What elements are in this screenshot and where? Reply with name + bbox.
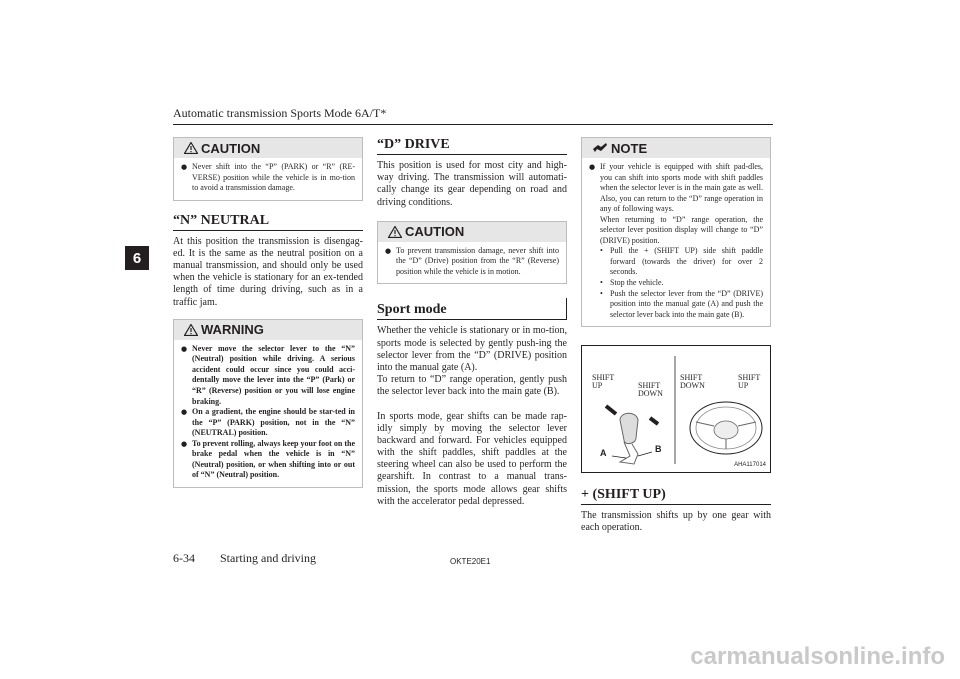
chapter-tab: 6 <box>125 246 149 270</box>
drive-text: This position is used for most city and high-way driving. The transmission will automati-cally change its gear depending on road and driving conditions. <box>377 160 567 208</box>
note-hand-icon <box>592 142 608 154</box>
bullet-icon: ● <box>181 439 188 448</box>
shift-figure <box>581 345 771 473</box>
caution-box <box>377 221 567 285</box>
caution-header <box>174 138 362 158</box>
bullet-icon: ● <box>589 163 596 171</box>
note-header <box>582 138 770 158</box>
dot-icon: • <box>600 278 603 288</box>
sport-text-2: To return to “D” range operation, gently push the selector lever back into the main gate (B). <box>377 374 567 398</box>
bullet-icon: ● <box>181 163 188 171</box>
label-a: A <box>600 448 607 459</box>
caution-label: CAUTION <box>405 224 465 240</box>
bullet-icon: ● <box>181 408 188 417</box>
note-sub-text: Stop the vehicle. <box>610 278 664 288</box>
note-box <box>581 137 771 327</box>
note-text-1: If your vehicle is equipped with shift pad-dles, you can shift into sports mode with shift paddles when the selector lever is in the main gate as well. Also, you can return to the “D” range operation in any of following ways. <box>600 162 763 214</box>
footer-page-number: 6-34 <box>173 551 195 565</box>
warning-triangle-icon <box>388 226 402 238</box>
caution-box <box>173 137 363 201</box>
dot-icon: • <box>600 288 603 298</box>
caution-item <box>385 246 559 278</box>
footer-section-name: Starting and driving <box>220 551 316 565</box>
bullet-icon: ● <box>385 246 392 255</box>
steering-wheel-icon <box>686 396 766 456</box>
note-sub-text: Push the selector lever from the “D” (DRIVE) position into the manual gate (A) and push the selector lever back into the main gate (B). <box>610 288 763 319</box>
label-right-shift-down: SHIFT DOWN <box>680 373 705 391</box>
header-rule <box>173 124 773 125</box>
warning-triangle-icon <box>184 142 198 154</box>
warning-item-text: On a gradient, the engine should be star-ted in the “P” (PARK) position, not in the “N” (NEUTRAL) position. <box>192 407 355 438</box>
dot-icon: • <box>600 246 603 256</box>
caution-label: CAUTION <box>201 140 261 156</box>
note-text-2: When returning to “D” range operation, the selector lever position display will change to “D” (DRIVE) position. <box>600 214 763 245</box>
label-b: B <box>655 444 662 455</box>
watermark: carmanualsonline.info <box>690 643 945 670</box>
sport-text-3: In sports mode, gear shifts can be made rap-idly simply by moving the selector lever backward and forward. For vehicles equipped with the shift paddles, shift paddles at the steering wheel can also be used to perform the gearshift. In contrast to a manual trans-mission, the sports mode allows gear shifts with the accelerator pedal depressed. <box>377 410 567 507</box>
caution-item-text: To prevent transmission damage, never shift into the “D” (Drive) position from the “R” (Reverse) position while the vehicle is in motion. <box>396 245 559 276</box>
note-item-content <box>600 162 763 320</box>
note-sub-text: Pull the + (SHIFT UP) side shift paddle forward (towards the driver) for over 2 seconds. <box>610 246 763 277</box>
sport-text-1: Whether the vehicle is stationary or in mo-tion, sports mode is selected by gently push-ing the selector lever from the “D” (DRIVE) position into the manual gate (A). <box>377 325 567 373</box>
note-sub-list <box>600 246 763 320</box>
drive-title: “D” DRIVE <box>377 137 567 155</box>
warning-item <box>181 407 355 439</box>
bullet-icon: ● <box>181 344 188 353</box>
note-label: NOTE <box>611 140 648 156</box>
warning-item <box>181 439 355 481</box>
warning-label: WARNING <box>201 322 264 338</box>
caution-item <box>181 162 355 194</box>
note-item <box>589 162 763 320</box>
column-1 <box>173 137 363 500</box>
note-sub-item <box>600 278 763 289</box>
warning-item-text: To prevent rolling, always keep your foot on the brake pedal when the vehicle is in “N” (Neutral) position, or when shifting into or out of “N” (Neutral) position. <box>192 438 355 480</box>
label-left-shift-down: SHIFT DOWN <box>638 381 663 399</box>
note-sub-item <box>600 246 763 278</box>
column-3 <box>581 137 771 543</box>
label-left-shift-up: SHIFT UP <box>592 373 615 391</box>
caution-item-text: Never shift into the “P” (PARK) or “R” (RE-VERSE) position while the vehicle is in mo-tion to avoid a transmission damage. <box>192 162 355 193</box>
shift-up-title: + (SHIFT UP) <box>581 487 771 505</box>
sport-mode-title: Sport mode <box>377 298 567 320</box>
warning-triangle-icon <box>184 324 198 336</box>
warning-header <box>174 320 362 340</box>
footer-document-code: OKTE20E1 <box>450 557 491 566</box>
caution-header <box>378 222 566 242</box>
warning-box <box>173 319 363 488</box>
shift-up-text: The transmission shifts up by one gear with each operation. <box>581 510 771 534</box>
neutral-text: At this position the transmission is disengag-ed. It is the same as the neutral position on a manual transmission, and should only be used when the vehicle is stationary for an ex-tended length of time during driving, such as in a traffic jam. <box>173 235 363 308</box>
figure-code: AHA117014 <box>734 462 766 469</box>
warning-item <box>181 344 355 407</box>
warning-item-text: Never move the selector lever to the “N” (Neutral) position while driving. A serious accident could occur since you could acci-dentally move the lever into the “P” (Park) or “R” (Reverse) position or you will lose engine braking. <box>192 343 355 406</box>
note-sub-item <box>600 289 763 321</box>
running-header: Automatic transmission Sports Mode 6A/T* <box>173 106 387 120</box>
neutral-title: “N” NEUTRAL <box>173 213 363 231</box>
label-right-shift-up: SHIFT UP <box>738 373 761 391</box>
column-2 <box>377 137 567 516</box>
